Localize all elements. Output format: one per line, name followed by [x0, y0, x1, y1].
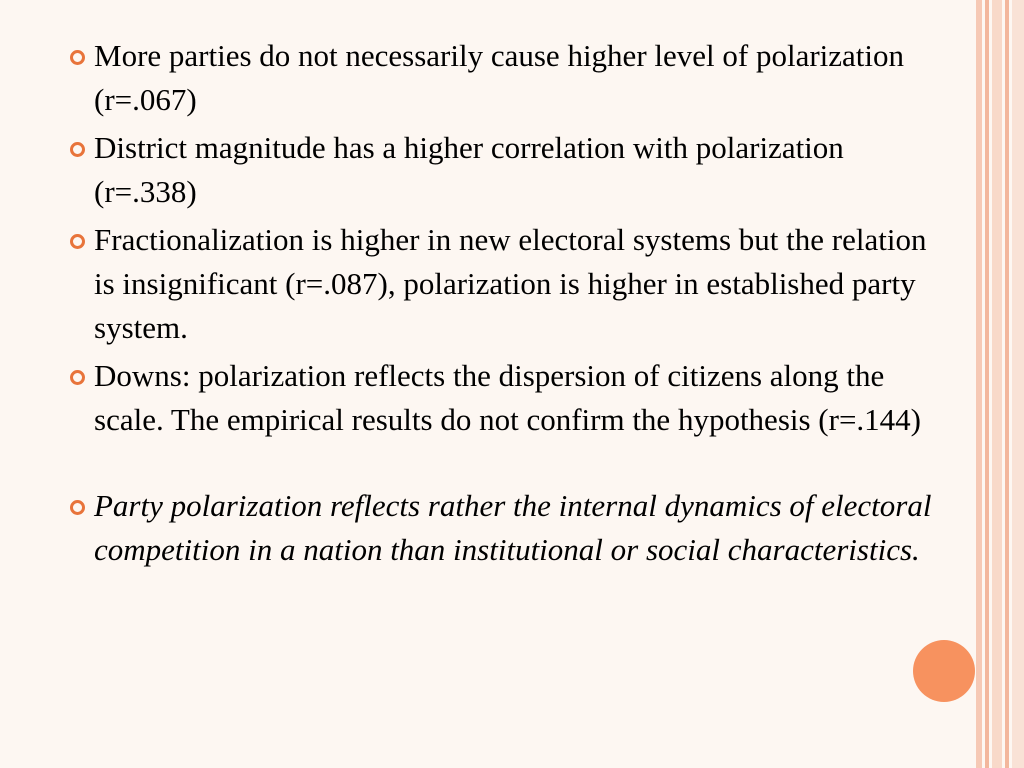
decorative-stripe: [992, 0, 1002, 768]
bullet-text: Downs: polarization reflects the dispersion of citizens along the scale. The empirical results do not confirm the hypothesis (r=.144): [94, 358, 922, 437]
ring-bullet-icon: [70, 142, 85, 157]
ring-bullet-icon: [70, 50, 85, 65]
ring-bullet-icon: [70, 500, 85, 515]
bullet-list: [0, 34, 960, 576]
decorative-stripe: [1012, 0, 1024, 768]
bullet-text: Party polarization reflects rather the internal dynamics of electoral competition in a nation than institutional or social characteristics.: [94, 488, 932, 567]
bullet-text: Fractionalization is higher in new electoral systems but the relation is insignificant (r=.087), polarization is higher in established party system.: [94, 222, 927, 345]
bullet-text: District magnitude has a higher correlation with polarization (r=.338): [94, 130, 844, 209]
bullet-item-conclusion: [0, 484, 954, 572]
bullet-item: [0, 34, 954, 122]
decorative-stripe: [985, 0, 989, 768]
bullet-item: [0, 126, 954, 214]
bullet-text: More parties do not necessarily cause higher level of polarization (r=.067): [94, 38, 905, 117]
bullet-item: [0, 218, 954, 350]
decorative-stripe: [1005, 0, 1009, 768]
decorative-stripe: [976, 0, 982, 768]
decorative-circle: [913, 640, 975, 702]
ring-bullet-icon: [70, 234, 85, 249]
ring-bullet-icon: [70, 370, 85, 385]
bullet-item: [0, 354, 954, 442]
